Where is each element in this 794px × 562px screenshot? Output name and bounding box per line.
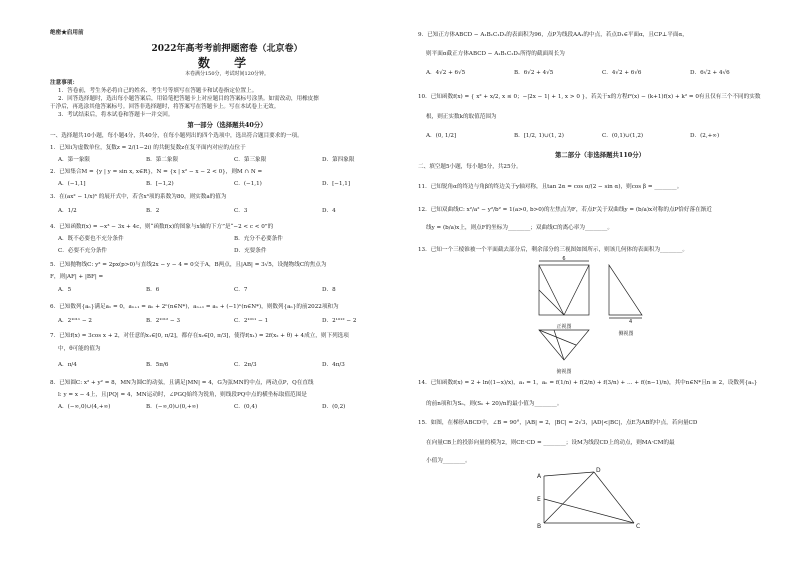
- trapezoid-figure: [534, 466, 644, 530]
- question-stem-cont: 则平面α截正方体ABCD − A₁B₁C₁D₁所得的截面周长为: [426, 51, 565, 57]
- part1-intro: 一、选择题共10小题，每小题4分，共40分，在每小题列出的四个选项中，选出符合题目要求的一项。: [50, 133, 303, 139]
- notes-heading: 注意事项：: [50, 80, 78, 86]
- option: A．(−∞,0)∪(4,+∞): [58, 404, 111, 410]
- side-view-label: 侧视图: [618, 331, 634, 337]
- point-label: D: [596, 467, 601, 474]
- question-stem: 10．已知函数f(x) = { x² + x/2, x ≤ 0；−|2x − 1| + 1, x > 0 }，若关于x的方程f²(x) − (k+1)f(x) + k² = 0有且仅有三个不同的实数: [418, 94, 761, 100]
- option: A．(0, 1/2]: [426, 133, 457, 139]
- question-stem: 1．已知i为虚数单位，复数z = 2/(1−2i) 的共轭复数z在复平面内对应的点位于: [50, 145, 246, 151]
- fill-question-cont: 在向量CB上的投影向量的模为2，则CE·CD = ________；设M为线段CD上的动点，则MA·CM的最: [426, 440, 675, 446]
- note-item: 干净后，再选涂其他答案标号。回答非选择题时，将答案写在答题卡上。写在本试卷上无效。: [50, 104, 280, 110]
- question-stem-cont: F，则|AF| + |BF| =: [50, 274, 104, 280]
- option: C．(0,1)∪(1,2): [602, 133, 644, 139]
- option: B．5π/6: [146, 362, 169, 368]
- option: A．π/4: [58, 362, 77, 368]
- question-stem: 2．已知集合M = {y | y = sin x, x∈R}，N = {x | x² − x − 2 < 0}，则M ∩ N =: [50, 169, 263, 175]
- top-view-label: 俯视图: [556, 369, 572, 375]
- fill-question: 12．已知双曲线C: x²/a² − y²/b² = 1(a>0, b>0)的左焦点为F，若点F关于双曲线y = (b/a)x对称的点P恰好落在渐近: [418, 207, 712, 213]
- option: C．2π/3: [234, 362, 257, 368]
- top-view: [539, 330, 589, 360]
- note-item: 1．答卷前，考生务必将自己的姓名、考生号等填写在答题卡和试卷指定位置上。: [58, 88, 258, 94]
- three-view-figure: [534, 255, 664, 380]
- part2-heading: 第二部分（非选择题共110分）: [554, 151, 646, 159]
- option: C．7: [234, 287, 248, 293]
- front-view-label: 正视图: [556, 324, 572, 330]
- option: A．第一象限: [58, 157, 91, 163]
- option: B．[1/2, 1)∪(1, 2): [514, 133, 564, 139]
- option: D．(0,2): [322, 404, 346, 410]
- option: D．4: [322, 208, 336, 214]
- part2-intro: 二、填空题5小题，每小题5分，共25分。: [418, 164, 522, 170]
- left-column: [42, 0, 412, 562]
- option: D．充要条件: [234, 248, 267, 254]
- question-stem: 9．已知正方体ABCD − A₁B₁C₁D₁的表面积为96，点P为线段AA₁的中点，若点D₁∈平面α，且CP⊥平面α，: [418, 32, 688, 38]
- option: B．第二象限: [146, 157, 179, 163]
- dim-top: 6: [562, 256, 566, 262]
- option: B．2: [146, 208, 160, 214]
- point-label: C: [636, 523, 641, 530]
- fill-question-cont: 线y = (b/a)x上，则点F的坐标为________；双曲线C的离心率为________。: [426, 225, 613, 231]
- note-item: 2．回答选择题时，选出每小题答案后，用铅笔把答题卡上对应题目的答案标号涂黑。如需改动，用橡皮擦: [58, 96, 319, 102]
- fill-question-cont: 小值为________。: [426, 458, 471, 464]
- dim-side: 4: [629, 319, 633, 325]
- question-stem-cont: 中，θ可能的值为: [58, 346, 101, 352]
- fill-question: 14．已知函数f(x) = 2 + ln((1−x)/x)，a₁ = 1，aₙ = f(1/n) + f(2/n) + f(3/n) + … + f((n−1)/n)，其中n∈N*且n ≥ 2，设数列{aₙ}: [418, 380, 758, 386]
- exam-info: 本卷满分150分，考试时间120分钟。: [184, 71, 270, 77]
- option: C．(0,4): [234, 404, 258, 410]
- option: A．(−1,1]: [58, 181, 86, 187]
- option: C．3: [234, 208, 248, 214]
- question-stem: 7．已知f(x) = 3cos x + 2，对任意的x₁∈[0, π/2]，都存在x₂∈[0, π/3]，使得f(x₁) = 2f(x₂ + θ) + 4成立，则下列选项: [50, 333, 349, 339]
- option: D．2¹⁰¹² − 2: [322, 318, 357, 324]
- option: B．2¹⁰¹² − 3: [146, 318, 181, 324]
- option: D．6√2 + 4√6: [690, 70, 730, 76]
- question-stem: 6．已知数列{aₙ}满足a₁ = 0，aₙ₊₁ = aₙ + 2ⁿ(n∈N*)，aₙ₊₁ = aₙ + (−1)ⁿ(n∈N*)，则数列{aₙ}的前2022项和为: [50, 304, 339, 310]
- note-item: 3．考试结束后，将本试卷和答题卡一并交回。: [58, 112, 174, 118]
- fill-question: 11．已知锐角α的终边与角β的终边关于y轴对称，且tan 2α = cos α/(2 − sin α)，则cos β = ________。: [418, 184, 683, 190]
- option: A．1/2: [58, 208, 77, 214]
- option: B．(−∞,0)∪(0,+∞): [146, 404, 199, 410]
- option: D．第四象限: [322, 157, 355, 163]
- side-view: [609, 265, 642, 325]
- option: C．2¹⁰¹¹ − 1: [234, 318, 269, 324]
- subject-title: 数 学: [197, 56, 257, 70]
- option: C．(−1,1): [234, 181, 262, 187]
- option: C．必要不充分条件: [58, 248, 108, 254]
- part1-heading: 第一部分（选择题共40分）: [187, 121, 267, 129]
- fill-question: 13．已知一个三棱锥被一个平面截去部分后，剩余部分的三视图如图所示，则该几何体的表面积为________。: [418, 247, 689, 253]
- option: D．8: [322, 287, 336, 293]
- right-column: [414, 0, 786, 562]
- option: D．[−1,1]: [322, 181, 351, 187]
- option: A．5: [58, 287, 72, 293]
- option: A．4√2 + 6√5: [426, 70, 466, 76]
- option: D．(2,+∞): [690, 133, 720, 139]
- question-stem-cont: 根，则正实数k的取值范围为: [426, 114, 497, 120]
- secret-label: 绝密★启用前: [50, 30, 84, 36]
- option: B．充分不必要条件: [234, 236, 283, 242]
- question-stem: 4．已知函数f(x) = −x³ − 3x + 4c，则“函数f(x)的图象与x轴的下方”是“−2 < c < 0”的: [50, 224, 274, 230]
- question-stem: 3．在(ax² − 1/x)⁶ 的展开式中，若含x³项的系数为80，则实数a的值为: [50, 194, 227, 200]
- page-title: 2022年高考考前押题密卷（北京卷）: [151, 44, 303, 54]
- option: C．4√2 + 6√6: [602, 70, 642, 76]
- option: A．既不必要也不充分条件: [58, 236, 124, 242]
- point-label: E: [537, 496, 541, 503]
- fill-question: 15．如图，在梯形ABCD中，∠B = 90°，|AB| = 2，|BC| = 2√3，|AD|<|BC|，点E为AB的中点，若向量CD: [418, 420, 698, 426]
- option: A．2¹⁰¹¹ − 2: [58, 318, 92, 324]
- option: B．6: [146, 287, 160, 293]
- fill-question-cont: 的前n项和为Sₙ，则(Sₙ + 20)/n的最小值为________。: [426, 401, 563, 407]
- point-label: B: [537, 523, 542, 530]
- question-stem-cont: l: y = x − 4上，且|PQ| = 4，MN运动时，∠PGQ始终为锐角，则线段PQ中点的横坐标取值范围是: [58, 392, 307, 398]
- option: C．第三象限: [234, 157, 267, 163]
- point-label: A: [537, 473, 542, 480]
- front-view: [539, 256, 589, 315]
- option: B．6√2 + 4√5: [514, 70, 554, 76]
- option: B．[−1,2): [146, 181, 174, 187]
- option: D．4π/3: [322, 362, 345, 368]
- question-stem: 5．已知抛物线C: y² = 2px(p>0)与直线2x − y − 4 = 0交于A，B两点，且|AB| = 3√5，设抛物线C的焦点为: [50, 262, 327, 268]
- question-stem: 8．已知圆C: x² + y² = 8，MN为圆C的动弦，且满足|MN| = 4，G为弦MN的中点，两动点P，Q在直线: [50, 380, 314, 386]
